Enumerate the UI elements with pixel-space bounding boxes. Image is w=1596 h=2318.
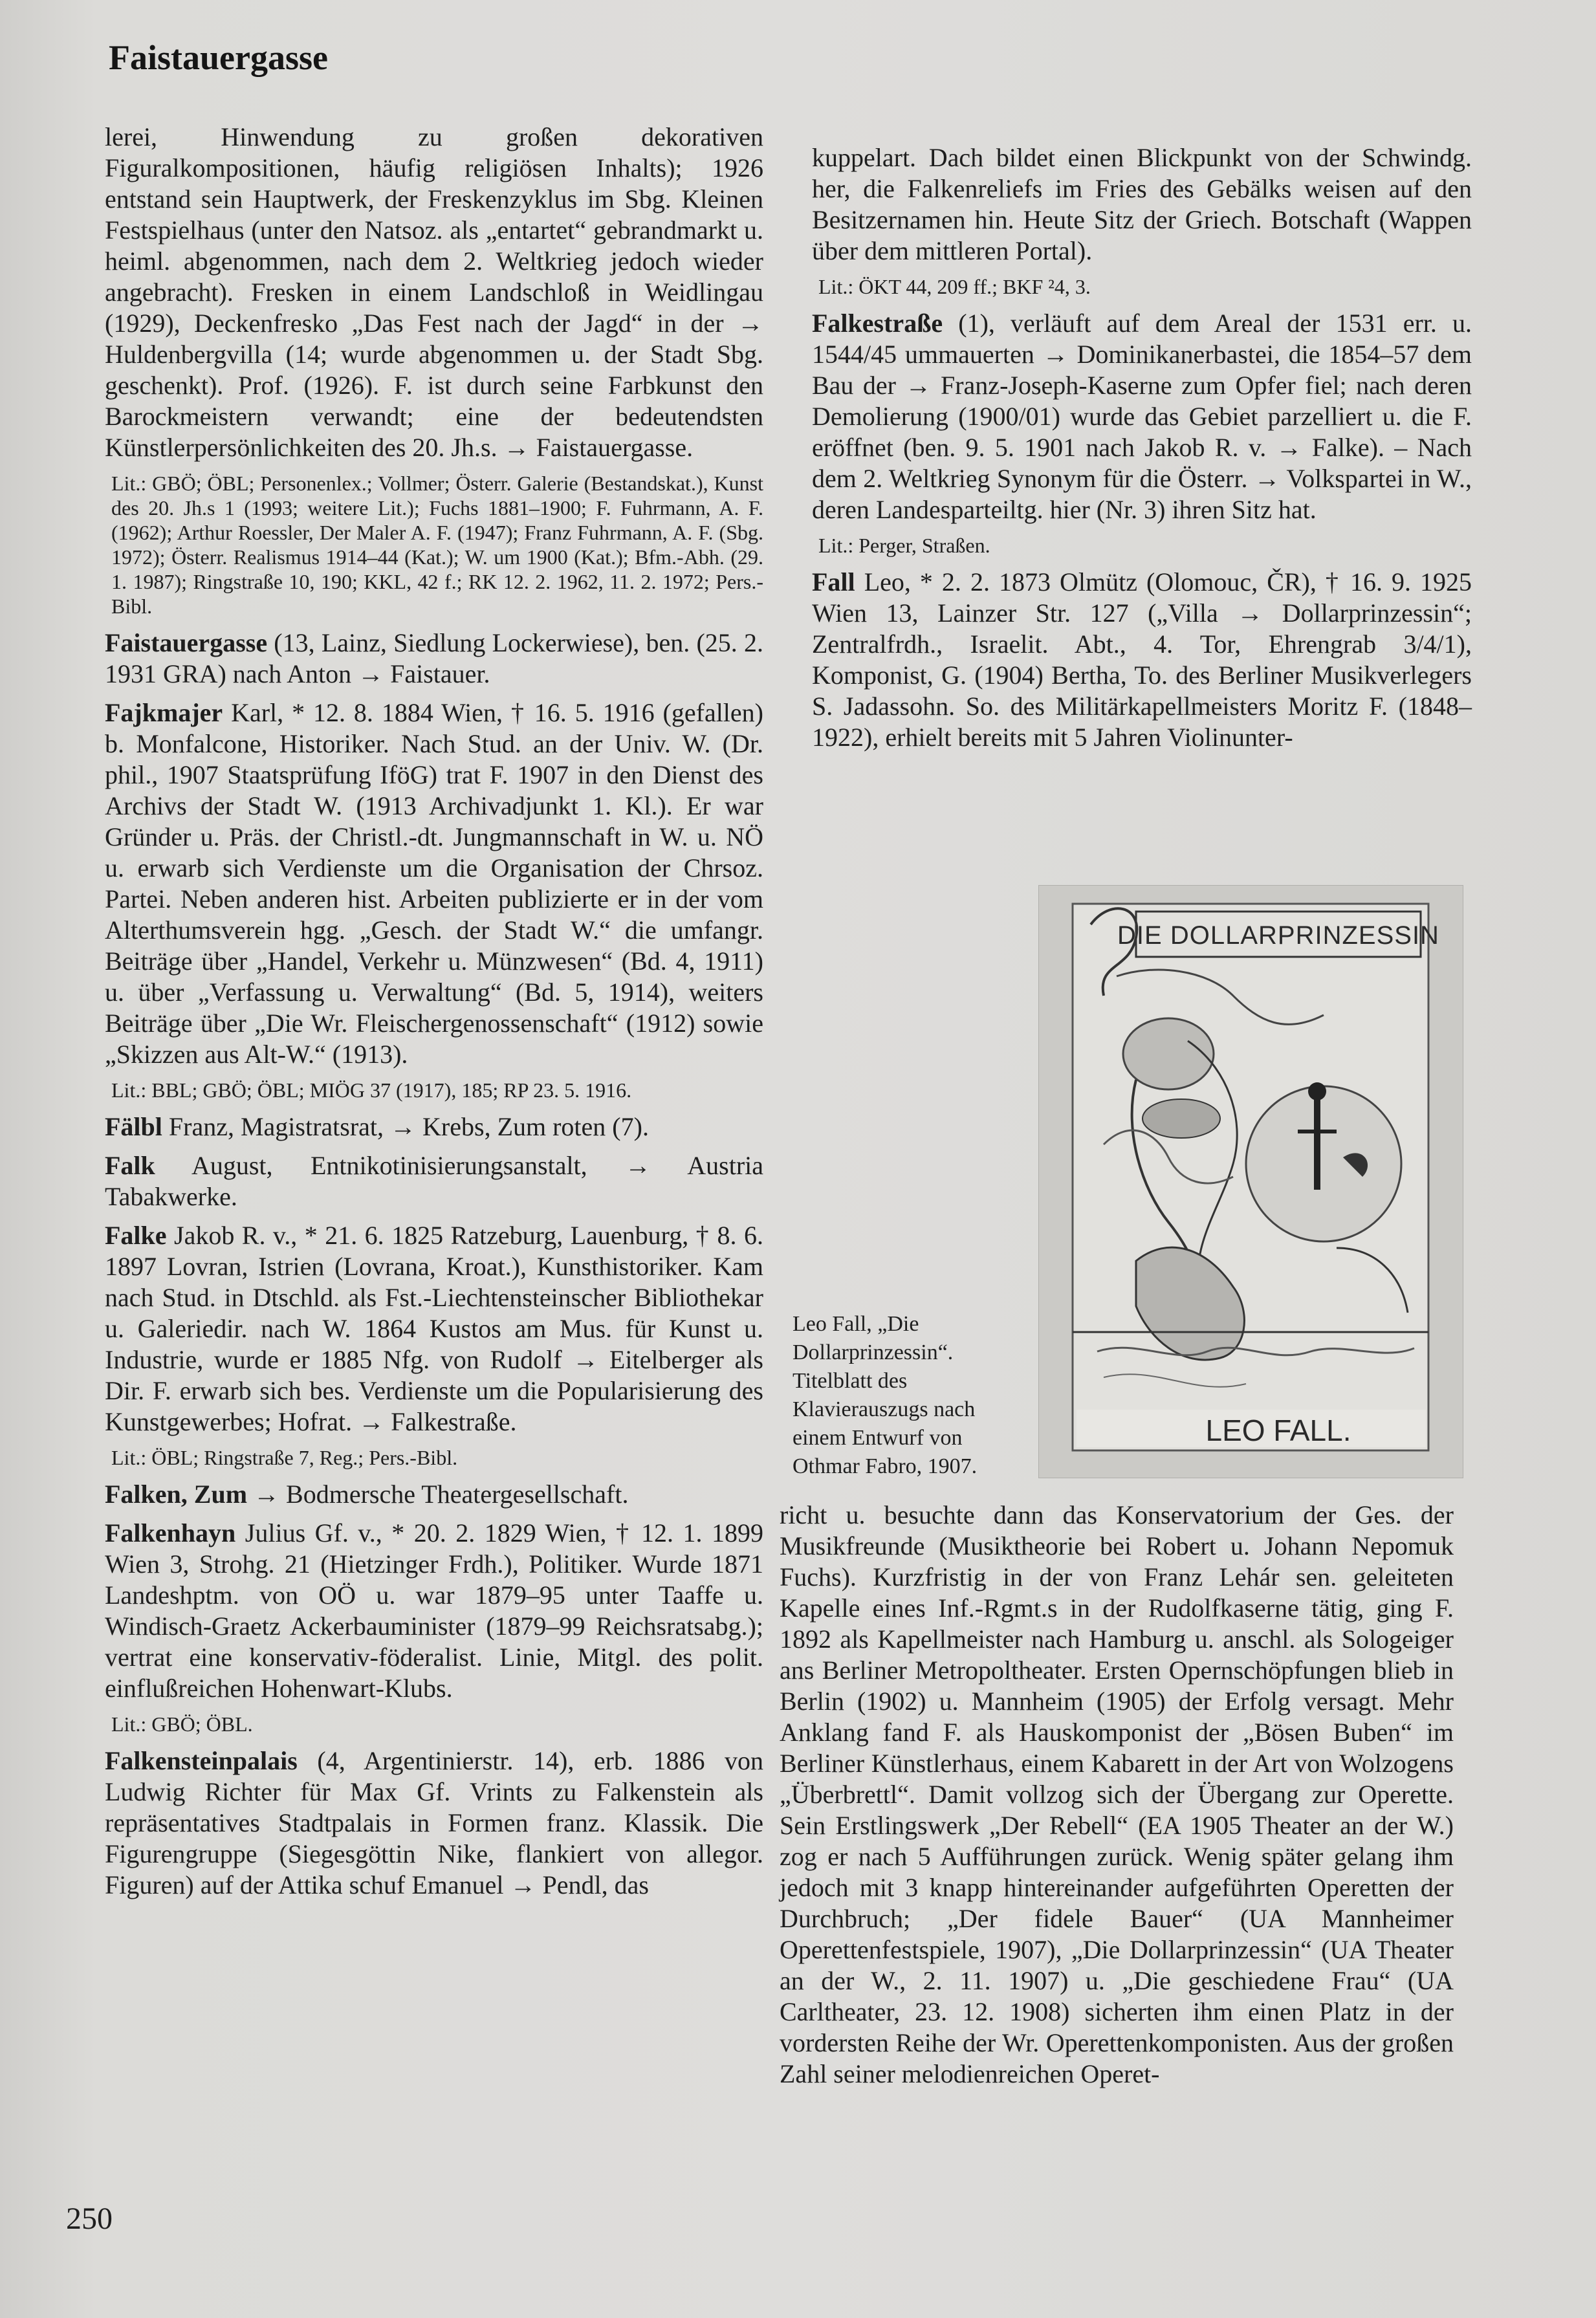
entry-heading: Falken, Zum: [105, 1480, 248, 1509]
literature-note: Lit.: ÖKT 44, 209 ff.; BKF ²4, 3.: [818, 275, 1091, 298]
entry-heading: Falk: [105, 1151, 155, 1180]
poster-composer: LEO FALL.: [1205, 1414, 1351, 1447]
entry-body: Leo, * 2. 2. 1873 Olmütz (Olomouc, ČR), † 16. 9. 1925 Wien 13, Lainzer Str. 127 („Villa → Dollarprinzessin“; Zentralfrdh., Israelit. Abt., 4. Tor, Ehrengrab 3/4/1), Komponist, G. (1904) Bertha, To. des Berliner Musikverlegers S. Jadassohn. So. des Militärkapellmeisters Moritz F. (1848–1922), erhielt bereits mit 5 Jahren Violinunter-: [812, 567, 1472, 752]
entry-body: (1), verläuft auf dem Areal der 1531 err. u. 1544/45 ummauerten → Dominikanerbastei, die 1854–57 dem Bau der → Franz-Joseph-Kaserne zum Opfer fiel; nach deren Demolierung (1900/01) wurde das Gebiet parzelliert u. die F. eröffnet (ben. 9. 5. 1901 nach Jakob R. v. → Falke). – Nach dem 2. Weltkrieg Synonym für die Österr. → Volkspartei in W., deren Landesparteiltg. hier (Nr. 3) ihren Sitz hat.: [812, 309, 1472, 524]
entry-body: (13, Lainz, Siedlung Lockerwiese), ben. (25. 2. 1931 GRA) nach Anton → Faistauer.: [105, 628, 763, 688]
entry-heading: Fall: [812, 567, 855, 596]
entry-body: (4, Argentinierstr. 14), erb. 1886 von Ludwig Richter für Max Gf. Vrints zu Falkenstein als repräsentatives Stadtpalais in Formen franz. Klassik. Die Figurengruppe (Siegesgöttin Nike, flankiert von allegor. Figuren) auf der Attika schuf Emanuel → Pendl, das: [105, 1746, 763, 1899]
continued-text: richt u. besuchte dann das Konservatorium der Ges. der Musikfreunde (Musiktheorie bei Robert u. Johann Nepomuk Fuchs). Kurzfristig in der von Franz Lehár sen. geleiteten Kapelle eines Inf.-Rgmt.s in der Rudolfkaserne tätig, ging F. 1892 als Kapellmeister nach Hamburg u. anschl. als Sologeiger ans Berliner Metropoltheater. Ersten Opernschöpfungen blieb in Berlin (1902) u. Mannheim (1905) der Erfolg versagt. Mehr Anklang fand F. als Hauskomponist der „Bösen Buben“ im Berliner Künstlerhaus, einem Kabarett in der Art von Wolzogens „Überbrettl“. Damit vollzog sich der Übergang zur Operette. Sein Erstlingswerk „Der Rebell“ (EA 1905 Theater an der W.) zog er nach 5 Aufführungen zurück. Wenig später gelang ihm jedoch mit 3 knapp hintereinander aufgeführten Operetten der Durchbruch; „Der fidele Bauer“ (UA Mannheimer Operettenfestspiele, 1907), „Die Dollarprinzessin“ (UA Theater an der W., 2. 11. 1907) u. „Die geschiedene Frau“ (UA Carltheater, 23. 12. 1908) sicherten ihm einen Platz in der vordersten Reihe der Wr. Operettenkomponisten. Aus der großen Zahl seiner melodienreichen Operet-: [780, 1500, 1454, 2088]
entry-falkestrasse: [812, 308, 1472, 525]
poster-title: DIE DOLLARPRINZESSIN: [1117, 921, 1439, 950]
entry-heading: Falkestraße: [812, 309, 943, 338]
entry-heading: Falke: [105, 1221, 167, 1250]
entry-body: Franz, Magistratsrat, → Krebs, Zum roten (7).: [162, 1112, 649, 1141]
entry-falk: [105, 1150, 763, 1212]
entry-falkensteinpalais: [105, 1745, 763, 1901]
entry-heading: Faistauergasse: [105, 628, 268, 657]
entry-body: Jakob R. v., * 21. 6. 1825 Ratzeburg, Lauenburg, † 8. 6. 1897 Lovran, Istrien (Lovrana, Kroat.), Kunsthistoriker. Kam nach Stud. in Dtschld. als Fst.-Liechtensteinscher Bibliothekar u. Galeriedir. nach W. 1864 Kustos am Mus. für Kunst u. Industrie, wurde er 1885 Nfg. von Rudolf → Eitelberger als Dir. F. erwarb sich bes. Verdienste um die Popularisierung des Kunstgewerbes; Hofrat. → Falkestraße.: [105, 1221, 763, 1436]
entry-heading: Fälbl: [105, 1112, 162, 1141]
entry-body: August, Entnikotinisierungsanstalt, → Austria Tabakwerke.: [105, 1151, 763, 1211]
literature-note: Lit.: BBL; GBÖ; ÖBL; MIÖG 37 (1917), 185; RP 23. 5. 1916.: [111, 1078, 632, 1102]
entry-falken-zum: [105, 1479, 763, 1510]
literature-note: Lit.: Perger, Straßen.: [818, 534, 990, 557]
entry-body: Julius Gf. v., * 20. 2. 1829 Wien, † 12. 1. 1899 Wien 3, Strohg. 21 (Hietzinger Frdh.), Politiker. Wurde 1871 Landeshptm. von OÖ u. war 1879–95 unter Taaffe u. Windisch-Graetz Ackerbauminister (1879–99 Reichsratsabg.); vertrat eine konservativ-föderalist. Linie, Mitgl. des polit. einflußreichen Hohenwart-Klubs.: [105, 1518, 763, 1703]
literature-note: Lit.: GBÖ; ÖBL; Personenlex.; Vollmer; Österr. Galerie (Bestandskat.), Kunst des 20. Jh.s 1 (1993; weitere Lit.); Fuchs 1881–1900; F. Fuhrmann, A. F. (1962); Arthur Roessler, Der Maler A. F. (1947); Franz Fuhrmann, A. F. (Sbg. 1972); Österr. Realismus 1914–44 (Kat.); W. um 1900 (Kat.); Bfm.-Abh. (29. 1. 1987); Ringstraße 10, 190; KKL, 42 f.; RK 12. 2. 1962, 11. 2. 1972; Pers.-Bibl.: [111, 472, 763, 618]
entry-faelbl: [105, 1111, 763, 1143]
figure-caption: Leo Fall, „Die Dollarprinzessin“. Titelblatt des Klavierauszugs nach einem Entwurf von Othmar Fabro, 1907.: [793, 1312, 978, 1478]
entry-heading: Falkensteinpalais: [105, 1746, 298, 1775]
page-number: 250: [66, 2202, 113, 2236]
entry-heading: Falkenhayn: [105, 1518, 236, 1547]
entry-faistauergasse: [105, 628, 763, 690]
entry-body: → Bodmersche Theatergesellschaft.: [247, 1480, 629, 1509]
right-column-continued: [780, 1500, 1454, 2097]
poster-illustration: [1038, 885, 1463, 1478]
literature-note: Lit.: GBÖ; ÖBL.: [111, 1712, 253, 1736]
entry-falkenhayn: [105, 1518, 763, 1704]
entry-body: Karl, * 12. 8. 1884 Wien, † 16. 5. 1916 (gefallen) b. Monfalcone, Historiker. Nach Stud. an der Univ. W. (Dr. phil., 1907 Staatsprüfung IföG) trat F. 1907 in den Dienst des Archivs der Stadt W. (1913 Archivadjunkt 1. Kl.). Er war Gründer u. Präs. der Christl.-dt. Jungmannschaft in W. u. NÖ u. erwarb sich Verdienste um die Organisation der Chrsoz. Partei. Neben anderen hist. Arbeiten publizierte er in der vom Alterthumsverein hgg. „Gesch. der Stadt W.“ die umfangr. Beiträge über „Handel, Verkehr u. Münzwesen“ (Bd. 4, 1911) u. über „Verfassung u. Verwaltung“ (Bd. 5, 1914), weiters Beiträge über „Die Wr. Fleischergenossenschaft“ (1912) sowie „Skizzen aus Alt-W.“ (1913).: [105, 698, 763, 1069]
literature-note: Lit.: ÖBL; Ringstraße 7, Reg.; Pers.-Bibl.: [111, 1446, 458, 1469]
entry-fall: [812, 567, 1472, 753]
entry-fajkmajer: [105, 697, 763, 1070]
right-column: [812, 142, 1472, 761]
continuation-text: kuppelart. Dach bildet einen Blickpunkt von der Schwindg. her, die Falkenreliefs im Fries des Gebälks weisen auf den Besitzernamen hin. Heute Sitz der Griech. Botschaft (Wappen über dem mittleren Portal).: [812, 143, 1472, 265]
page-title: Faistauergasse: [109, 38, 328, 77]
poster-artwork: [1039, 886, 1463, 1478]
continuation-text: lerei, Hinwendung zu großen dekorativen Figuralkompositionen, häufig religiösen Inhalts); 1926 entstand sein Hauptwerk, der Freskenzyklus im Sbg. Kleinen Festspielhaus (unter den Natsoz. als „entartet“ gebrandmarkt u. heiml. abgenommen, nach dem 2. Weltkrieg jedoch wieder angebracht). Fresken in einem Landschloß in Weidlingau (1929), Deckenfresko „Das Fest nach der Jagd“ in der → Huldenbergvilla (14; wurde abgenommen u. der Stadt Sbg. geschenkt). Prof. (1926). F. ist durch seine Farbkunst den Barockmeistern verwandt; eine der bedeutendsten Künstlerpersönlichkeiten des 20. Jh.s. → Faistauergasse.: [105, 122, 763, 462]
entry-falke: [105, 1220, 763, 1438]
left-column: [105, 122, 763, 1908]
entry-heading: Fajkmajer: [105, 698, 223, 727]
